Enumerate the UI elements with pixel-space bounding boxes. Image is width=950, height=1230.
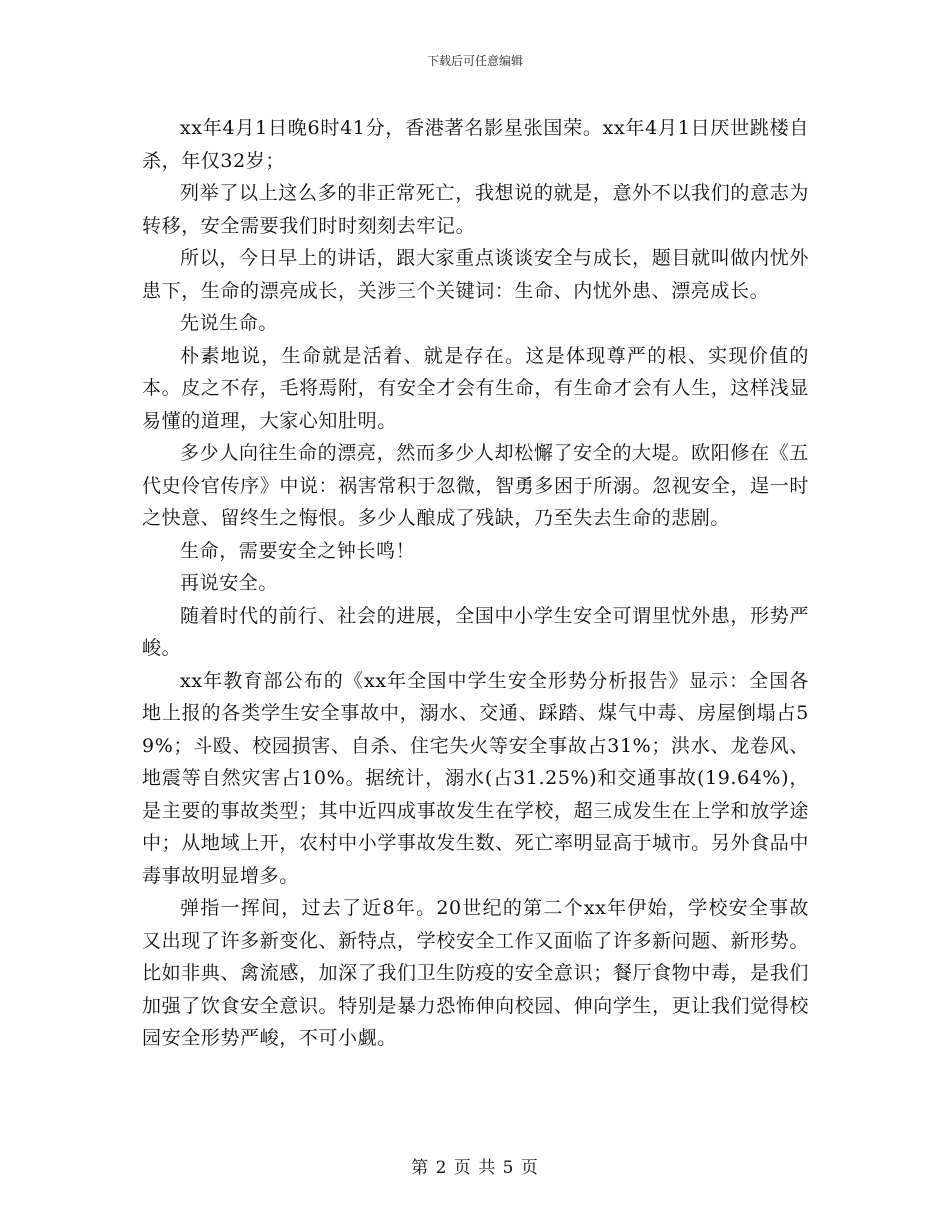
paragraph: 弹指一挥间，过去了近8年。20世纪的第二个xx年伊始，学校安全事故又出现了许多新变化、新特点，学校安全工作又面临了许多新问题、新形势。比如非典、禽流感，加深了我们卫生防疫的安全意识；餐厅食物中毒，是我们加强了饮食安全意识。特别是暴力恐怖伸向校园、伸向学生，更让我们觉得校园安全形势严峻，不可小觑。 [142,897,809,1049]
paragraph: 所以，今日早上的讲话，跟大家重点谈谈安全与成长，题目就叫做内忧外患下，生命的漂亮成长，关涉三个关键词：生命、内忧外患、漂亮成长。 [142,247,809,302]
paragraph: xx年教育部公布的《xx年全国中学生安全形势分析报告》显示：全国各地上报的各类学生安全事故中，溺水、交通、踩踏、煤气中毒、房屋倒塌占59%；斗殴、校园损害、自杀、住宅失火等安全事故占31%；洪水、龙卷风、地震等自然灾害占10%。据统计，溺水(占31.25%)和交通事故(19.64%)，是主要的事故类型；其中近四成事故发生在学校，超三成发生在上学和放学途中；从地域上开，农村中小学事故发生数、死亡率明显高于城市。另外食品中毒事故明显增多。 [142,669,809,887]
paragraph: 列举了以上这么多的非正常死亡，我想说的就是，意外不以我们的意志为转移，安全需要我们时时刻刻去牢记。 [142,182,809,237]
page-header: 下载后可任意编辑 [426,54,523,68]
paragraph: 随着时代的前行、社会的进展，全国中小学生安全可谓里忧外患，形势严峻。 [142,604,809,659]
paragraph: 先说生命。 [180,312,279,334]
paragraph: xx年4月1日晚6时41分，香港著名影星张国荣。xx年4月1日厌世跳楼自杀，年仅32岁； [142,117,809,172]
paragraph: 再说安全。 [180,572,279,594]
document-body [142,112,809,1055]
page-number-footer: 第 2 页 共 5 页 [411,1158,539,1178]
paragraph: 生命，需要安全之钟长鸣！ [180,539,416,562]
paragraph: 多少人向往生命的漂亮，然而多少人却松懈了安全的大堤。欧阳修在《五代史伶官传序》中说：祸害常积于忽微，智勇多困于所溺。忽视安全，逞一时之快意、留终生之悔恨。多少人酿成了残缺，乃至失去生命的悲剧。 [142,442,809,529]
paragraph: 朴素地说，生命就是活着、就是存在。这是体现尊严的根、实现价值的本。皮之不存，毛将焉附，有安全才会有生命，有生命才会有人生，这样浅显易懂的道理，大家心知肚明。 [142,344,809,432]
